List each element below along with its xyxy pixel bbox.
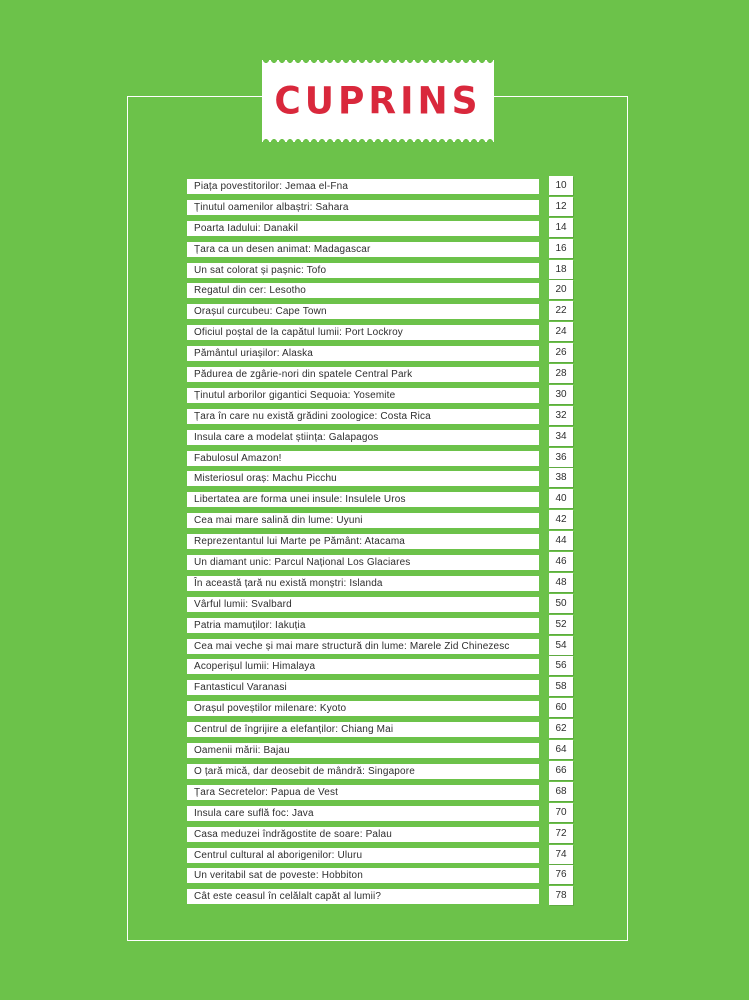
toc-entry-bar[interactable] xyxy=(187,889,539,904)
page-number: 14 xyxy=(555,221,567,233)
toc-entry[interactable] xyxy=(187,385,573,406)
toc-entry-bar[interactable] xyxy=(187,639,539,654)
page-number-tag[interactable] xyxy=(549,239,573,258)
page-number: 22 xyxy=(555,305,567,317)
page-number: 60 xyxy=(555,702,567,714)
toc-entry-bar[interactable] xyxy=(187,576,539,591)
toc-entry-title: Un diamant unic: Parcul Național Los Glaciares xyxy=(194,557,411,569)
page-number: 46 xyxy=(555,556,567,568)
page-number-tag[interactable] xyxy=(549,260,573,279)
toc-entry-title: Țara Secretelor: Papua de Vest xyxy=(194,786,339,798)
page-number-tag[interactable] xyxy=(549,531,573,550)
table-of-contents xyxy=(187,176,573,907)
toc-entry-bar[interactable] xyxy=(187,659,539,674)
toc-entry[interactable] xyxy=(187,636,573,657)
page-number-tag[interactable] xyxy=(549,865,573,884)
page-number: 18 xyxy=(555,263,567,275)
toc-entry[interactable] xyxy=(187,510,573,531)
toc-entry[interactable] xyxy=(187,594,573,615)
page-number: 12 xyxy=(555,200,567,212)
page-number-tag[interactable] xyxy=(549,573,573,592)
toc-entry-title: Insula care a modelat știința: Galapagos xyxy=(194,431,379,443)
page-number: 64 xyxy=(555,744,567,756)
page-number: 40 xyxy=(555,493,567,505)
toc-entry[interactable] xyxy=(187,176,573,197)
page-number-tag[interactable] xyxy=(549,448,573,467)
toc-entry-title: Țara ca un desen animat: Madagascar xyxy=(194,243,371,255)
toc-entry-bar[interactable] xyxy=(187,848,539,863)
toc-entry-bar[interactable] xyxy=(187,263,539,278)
page-number-tag[interactable] xyxy=(549,385,573,404)
toc-entry-bar[interactable] xyxy=(187,221,539,236)
toc-entry[interactable] xyxy=(187,886,573,907)
page-number: 38 xyxy=(555,472,567,484)
page-number: 26 xyxy=(555,347,567,359)
page-number: 16 xyxy=(555,242,567,254)
page-number: 76 xyxy=(555,869,567,881)
toc-entry-bar[interactable] xyxy=(187,806,539,821)
page-number-tag[interactable] xyxy=(549,636,573,655)
toc-entry[interactable] xyxy=(187,468,573,489)
page-number-tag[interactable] xyxy=(549,218,573,237)
toc-entry[interactable] xyxy=(187,322,573,343)
page-number: 28 xyxy=(555,368,567,380)
toc-entry-title: Vârful lumii: Svalbard xyxy=(194,598,292,610)
page-number: 30 xyxy=(555,388,567,400)
toc-entry-bar[interactable] xyxy=(187,701,539,716)
toc-entry-bar[interactable] xyxy=(187,346,539,361)
toc-entry-bar[interactable] xyxy=(187,242,539,257)
toc-entry[interactable] xyxy=(187,406,573,427)
page-number-tag[interactable] xyxy=(549,427,573,446)
page-number: 78 xyxy=(555,890,567,902)
toc-entry[interactable] xyxy=(187,865,573,886)
toc-entry-title: Cât este ceasul în celălalt capăt al lumii? xyxy=(194,891,382,903)
page-number-tag[interactable] xyxy=(549,489,573,508)
toc-entry-title: Fabulosul Amazon! xyxy=(194,452,282,464)
toc-entry-bar[interactable] xyxy=(187,513,539,528)
toc-entry[interactable] xyxy=(187,740,573,761)
toc-entry-bar[interactable] xyxy=(187,785,539,800)
toc-entry[interactable] xyxy=(187,719,573,740)
toc-entry[interactable] xyxy=(187,845,573,866)
toc-entry[interactable] xyxy=(187,803,573,824)
toc-entry-bar[interactable] xyxy=(187,868,539,883)
page-number-tag[interactable] xyxy=(549,364,573,383)
toc-entry-title: Patria mamuților: Iakuția xyxy=(194,619,306,631)
toc-entry-bar[interactable] xyxy=(187,179,539,194)
toc-entry-title: Regatul din cer: Lesotho xyxy=(194,285,307,297)
page-number: 42 xyxy=(555,514,567,526)
toc-entry-title: Poarta Iadului: Danakil xyxy=(194,222,299,234)
page-number-tag[interactable] xyxy=(549,803,573,822)
page-number-tag[interactable] xyxy=(549,594,573,613)
toc-entry[interactable] xyxy=(187,239,573,260)
page-number: 66 xyxy=(555,764,567,776)
toc-entry[interactable] xyxy=(187,698,573,719)
toc-entry-title: Orașul curcubeu: Cape Town xyxy=(194,306,327,318)
page-number: 58 xyxy=(555,681,567,693)
page-number: 32 xyxy=(555,409,567,421)
toc-entry-bar[interactable] xyxy=(187,367,539,382)
page-number: 54 xyxy=(555,639,567,651)
page-number-tag[interactable] xyxy=(549,719,573,738)
page-number: 44 xyxy=(555,535,567,547)
page-number: 68 xyxy=(555,785,567,797)
page-number-tag[interactable] xyxy=(549,782,573,801)
toc-entry-title: Ținutul oamenilor albaștri: Sahara xyxy=(194,201,349,213)
toc-entry-title: Reprezentantul lui Marte pe Pământ: Atacama xyxy=(194,536,406,548)
page-number-tag[interactable] xyxy=(549,176,573,195)
toc-entry[interactable] xyxy=(187,280,573,301)
title-stamp-label xyxy=(262,60,494,142)
page-number-tag[interactable] xyxy=(549,656,573,675)
toc-entry-title: Țara în care nu există grădini zoologice: Costa Rica xyxy=(194,410,431,422)
toc-entry-bar[interactable] xyxy=(187,555,539,570)
toc-entry-title: Misteriosul oraș: Machu Picchu xyxy=(194,473,337,485)
page-number: 10 xyxy=(555,180,567,191)
toc-entry[interactable] xyxy=(187,656,573,677)
page-number-tag[interactable] xyxy=(549,824,573,843)
toc-entry-bar[interactable] xyxy=(187,597,539,612)
toc-entry-title: În această țară nu există monștri: Islanda xyxy=(194,577,383,589)
toc-entry[interactable] xyxy=(187,260,573,281)
toc-entry-title: Oficiul poștal de la capătul lumii: Port Lockroy xyxy=(194,327,403,339)
toc-entry-title: Un sat colorat și pașnic: Tofo xyxy=(194,264,327,276)
toc-entry-title: Cea mai mare salină din lume: Uyuni xyxy=(194,515,363,527)
toc-entry-bar[interactable] xyxy=(187,304,539,319)
toc-entry-title: Orașul poveștilor milenare: Kyoto xyxy=(194,703,347,715)
page-number-tag[interactable] xyxy=(549,322,573,341)
toc-entry-bar[interactable] xyxy=(187,680,539,695)
toc-entry-title: Casa meduzei îndrăgostite de soare: Palau xyxy=(194,828,392,840)
page-number-tag[interactable] xyxy=(549,468,573,487)
page-number-tag[interactable] xyxy=(549,886,573,905)
page-number: 52 xyxy=(555,618,567,630)
toc-entry-bar[interactable] xyxy=(187,722,539,737)
toc-entry-bar[interactable] xyxy=(187,471,539,486)
toc-entry[interactable] xyxy=(187,677,573,698)
toc-entry[interactable] xyxy=(187,531,573,552)
page-number: 72 xyxy=(555,827,567,839)
toc-entry-bar[interactable] xyxy=(187,827,539,842)
toc-entry-bar[interactable] xyxy=(187,618,539,633)
toc-entry-title: Piața povestitorilor: Jemaa el-Fna xyxy=(194,181,349,192)
toc-entry[interactable] xyxy=(187,489,573,510)
page-number-tag[interactable] xyxy=(549,761,573,780)
page-number-tag[interactable] xyxy=(549,343,573,362)
page-number: 50 xyxy=(555,597,567,609)
toc-entry-bar[interactable] xyxy=(187,430,539,445)
toc-entry-title: Un veritabil sat de poveste: Hobbiton xyxy=(194,870,363,882)
toc-entry[interactable] xyxy=(187,448,573,469)
toc-entry-title: Cea mai veche și mai mare structură din lume: Marele Zid Chinezesc xyxy=(194,640,510,652)
page-number-tag[interactable] xyxy=(549,301,573,320)
page-number-tag[interactable] xyxy=(549,552,573,571)
toc-entry[interactable] xyxy=(187,301,573,322)
toc-entry[interactable] xyxy=(187,218,573,239)
page-number: 74 xyxy=(555,848,567,860)
toc-entry-bar[interactable] xyxy=(187,409,539,424)
toc-entry[interactable] xyxy=(187,782,573,803)
toc-entry-title: Insula care suflă foc: Java xyxy=(194,807,314,819)
toc-entry-title: Pădurea de zgârie-nori din spatele Central Park xyxy=(194,369,413,381)
toc-entry[interactable] xyxy=(187,573,573,594)
toc-entry-title: Ținutul arborilor gigantici Sequoia: Yosemite xyxy=(194,389,396,401)
page-number-tag[interactable] xyxy=(549,615,573,634)
page-number: 20 xyxy=(555,284,567,296)
page-number: 24 xyxy=(555,326,567,338)
toc-entry[interactable] xyxy=(187,364,573,385)
toc-entry-title: O țară mică, dar deosebit de mândră: Singapore xyxy=(194,765,415,777)
toc-entry-bar[interactable] xyxy=(187,200,539,215)
page-number: 36 xyxy=(555,451,567,463)
page-number-tag[interactable] xyxy=(549,510,573,529)
toc-entry[interactable] xyxy=(187,343,573,364)
toc-entry-bar[interactable] xyxy=(187,764,539,779)
toc-entry-bar[interactable] xyxy=(187,283,539,298)
toc-entry-bar[interactable] xyxy=(187,325,539,340)
toc-entry-title: Centrul cultural al aborigenilor: Uluru xyxy=(194,849,363,861)
toc-entry-title: Centrul de îngrijire a elefanților: Chiang Mai xyxy=(194,724,394,736)
toc-entry[interactable] xyxy=(187,824,573,845)
toc-entry-title: Fantasticul Varanasi xyxy=(194,682,287,694)
page-number-tag[interactable] xyxy=(549,406,573,425)
toc-entry-title: Pământul uriașilor: Alaska xyxy=(194,348,313,360)
page-title: CUPRINS xyxy=(274,79,482,123)
toc-entry[interactable] xyxy=(187,615,573,636)
toc-entry[interactable] xyxy=(187,197,573,218)
toc-entry-bar[interactable] xyxy=(187,492,539,507)
toc-entry-title: Oamenii mării: Bajau xyxy=(194,745,290,757)
page-number-tag[interactable] xyxy=(549,845,573,864)
page-number: 62 xyxy=(555,723,567,735)
toc-entry[interactable] xyxy=(187,552,573,573)
toc-entry-title: Acoperișul lumii: Himalaya xyxy=(194,661,316,673)
page-number: 56 xyxy=(555,660,567,672)
page-number-tag[interactable] xyxy=(549,698,573,717)
page-number-tag[interactable] xyxy=(549,740,573,759)
toc-entry-title: Libertatea are forma unei insule: Insulele Uros xyxy=(194,494,406,506)
toc-entry-bar[interactable] xyxy=(187,388,539,403)
toc-entry[interactable] xyxy=(187,427,573,448)
page-number: 34 xyxy=(555,430,567,442)
page-number-tag[interactable] xyxy=(549,677,573,696)
page-number: 70 xyxy=(555,806,567,818)
page-number: 48 xyxy=(555,576,567,588)
page-number-tag[interactable] xyxy=(549,280,573,299)
toc-entry-bar[interactable] xyxy=(187,743,539,758)
toc-entry-bar[interactable] xyxy=(187,451,539,466)
toc-entry-bar[interactable] xyxy=(187,534,539,549)
toc-entry[interactable] xyxy=(187,761,573,782)
page-number-tag[interactable] xyxy=(549,197,573,216)
